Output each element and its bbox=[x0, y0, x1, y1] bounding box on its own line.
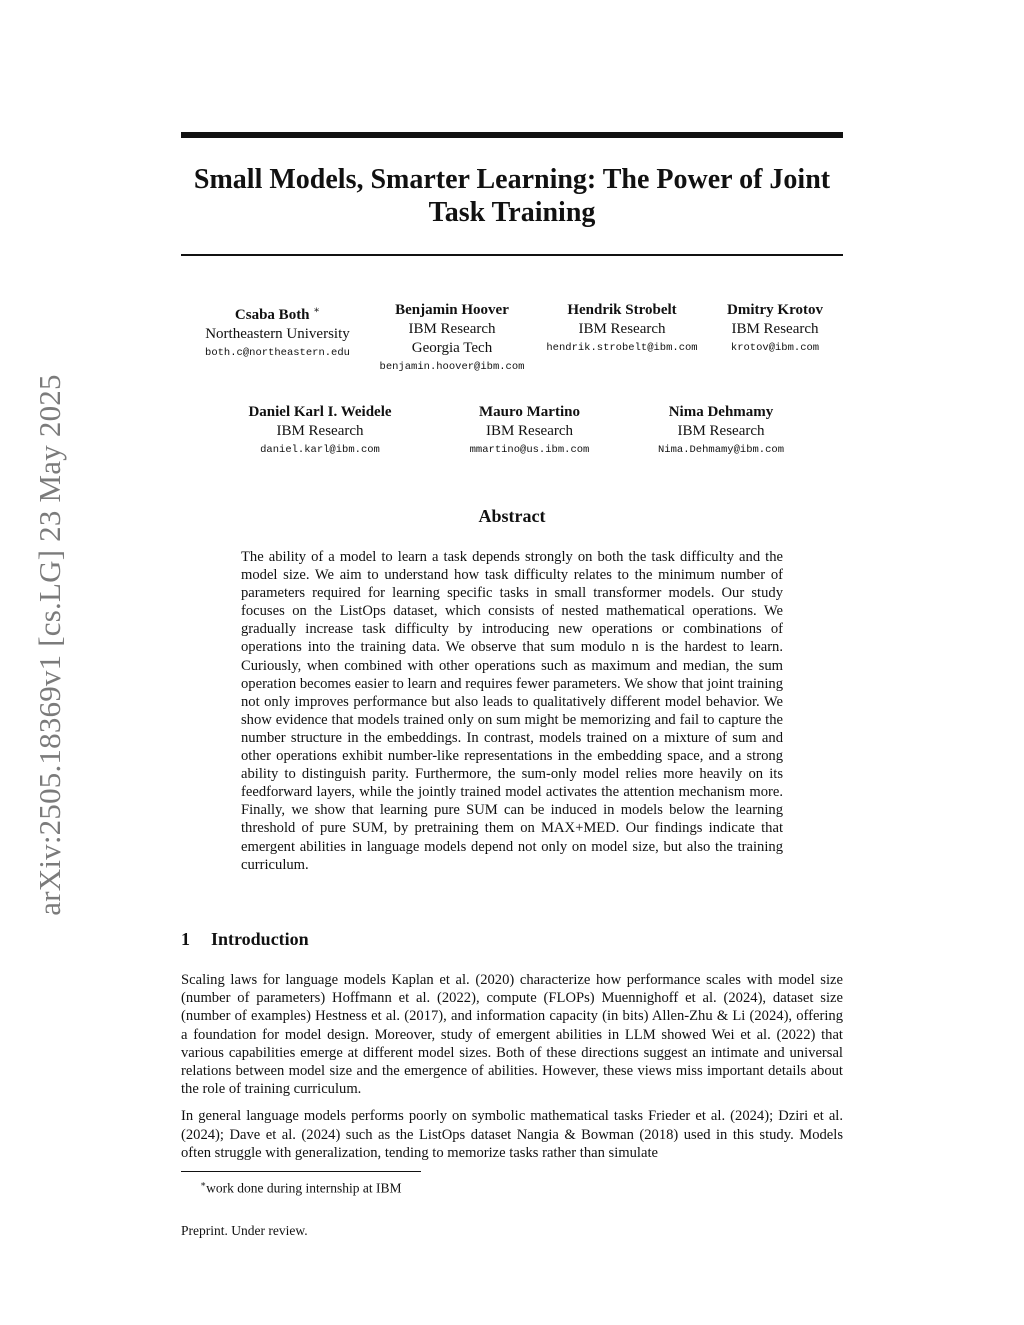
author-affiliation-secondary: Georgia Tech bbox=[411, 340, 493, 356]
author-affiliation: IBM Research bbox=[485, 423, 574, 439]
title-top-rule bbox=[181, 132, 843, 138]
author-block bbox=[372, 301, 532, 377]
section-title: Introduction bbox=[211, 929, 309, 949]
paper-title bbox=[181, 163, 843, 229]
author-block bbox=[452, 403, 607, 460]
author-block bbox=[542, 301, 702, 358]
intro-paragraph: Scaling laws for language models Kaplan et al. (2020) characterize how performance scales with model size (number of parameters) Hoffmann et al. (2022), compute (FLOPs) Muennighoff et al. (2024), dataset size (number of examples) Hestness et al. (2017), and information capacity (in bits) Allen-Zhu & Li (2024), offering a foundation for model design. Moreover, study of emergent abilities in LLM showed Wei et al. (2022) that various capabilities emerge at different model sizes. Both of these directions suggest an intimate and universal relations between model size and the emergence of abilities. However, these views miss important details about the role of training curriculum. bbox=[181, 972, 843, 1098]
author-affiliation: IBM Research bbox=[677, 423, 765, 439]
author-affiliation: IBM Research bbox=[276, 423, 364, 439]
author-affiliation: Northeastern University bbox=[205, 326, 350, 342]
author-email: benjamin.hoover@ibm.com bbox=[379, 361, 525, 373]
abstract-body: The ability of a model to learn a task depends strongly on both the task difficulty and the model size. We aim to understand how task difficulty relates to the minimum number of parameters required for learning specific tasks in small transformer models. Our study focuses on the ListOps dataset, which consists of nested mathematical operations. We gradually increase task difficulty by introducing new operations or combinations of operations into the training data. We observe that sum modulo n is the hardest to learn. Curiously, when combined with other operations such as maximum and median, the sum operation becomes easier to learn and requires fewer parameters. We show that joint training not only improves performance but also leads to qualitatively different model behavior. We show evidence that models trained only on sum might be memorizing and fail to capture the number structure in the embeddings. In contrast, models trained on a mixture of sum and other operations exhibit number-like representations in the embedding space, and a strong ability to distinguish parity. Furthermore, the sum-only model relies more heavily on its feedforward layers, while the jointly trained model activates the attention mechanism more. Finally, we show that learning pure SUM can be induced in models below the learning threshold of pure SUM, by pretraining them on MAX+MED. Our findings indicate that emergent abilities in language models depend not only on model size, but also the training curriculum. bbox=[241, 549, 783, 873]
author-email: daniel.karl@ibm.com bbox=[260, 444, 380, 456]
author-block bbox=[230, 403, 410, 460]
introduction-body bbox=[181, 971, 843, 1171]
author-affiliation: IBM Research bbox=[578, 321, 666, 337]
author-block bbox=[190, 301, 365, 363]
author-name: Daniel Karl I. Weidele bbox=[248, 404, 392, 420]
footnote bbox=[200, 1176, 401, 1197]
title-line-1: Small Models, Smarter Learning: The Power of Joint bbox=[193, 164, 831, 195]
author-block bbox=[710, 301, 840, 358]
title-line-2: Task Training bbox=[428, 197, 596, 228]
author-email: mmartino@us.ibm.com bbox=[469, 444, 590, 456]
author-name: Dmitry Krotov bbox=[727, 302, 823, 318]
author-email: krotov@ibm.com bbox=[730, 342, 820, 354]
author-name: Benjamin Hoover bbox=[395, 302, 509, 318]
author-email: both.c@northeastern.edu bbox=[205, 347, 350, 359]
intro-paragraph: In general language models performs poorly on symbolic mathematical tasks Frieder et al. (2024); Dziri et al. (2024); Dave et al. (2024) such as the ListOps dataset Nangia & Bowman (2018) used in this study. Models often struggle with generalization, tending to memorize tasks rather than simulate bbox=[181, 1108, 843, 1161]
author-affiliation: IBM Research bbox=[408, 321, 496, 337]
author-footnote-mark: ∗ bbox=[313, 305, 321, 316]
title-bottom-rule bbox=[181, 254, 843, 256]
author-email: Nima.Dehmamy@ibm.com bbox=[657, 444, 785, 456]
author-email: hendrik.strobelt@ibm.com bbox=[546, 342, 698, 354]
section-heading-introduction bbox=[181, 929, 843, 950]
author-name: Csaba Both ∗ bbox=[234, 305, 321, 323]
footnote-text: work done during internship at IBM bbox=[206, 1180, 402, 1196]
author-name: Nima Dehmamy bbox=[668, 404, 774, 420]
author-affiliation: IBM Research bbox=[731, 321, 819, 337]
section-number: 1 bbox=[181, 929, 190, 949]
preprint-note: Preprint. Under review. bbox=[181, 1223, 308, 1238]
author-block bbox=[645, 403, 797, 460]
arxiv-identifier-stamp: arXiv:2505.18369v1 [cs.LG] 23 May 2025 bbox=[32, 374, 67, 916]
abstract-heading: Abstract bbox=[478, 506, 546, 526]
author-name: Mauro Martino bbox=[479, 404, 580, 420]
footnote-mark: ∗ bbox=[200, 1179, 207, 1189]
author-name: Hendrik Strobelt bbox=[567, 302, 677, 318]
footnote-rule bbox=[181, 1171, 421, 1172]
